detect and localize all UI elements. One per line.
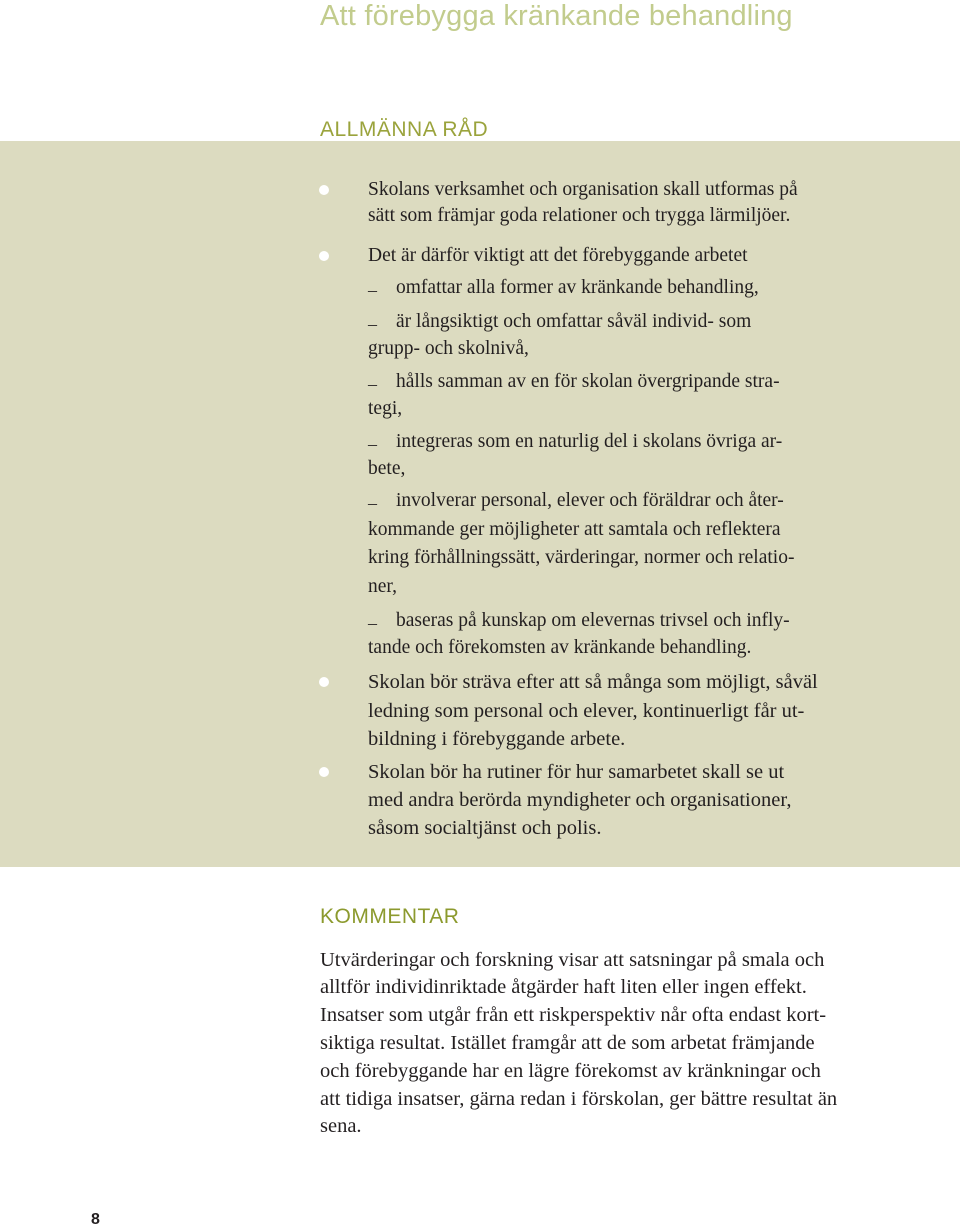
kommentar-line: alltför individinriktade åtgärder haft liten eller ingen effekt. [320,976,807,998]
bullet-icon [319,677,329,687]
dash-icon: – [368,280,377,300]
page-number: 8 [91,1211,100,1228]
bullet-icon [319,251,329,261]
subitem-line: grupp- och skolnivå, [368,338,529,359]
kommentar-line: siktiga resultat. Istället framgår att de som arbetat främjande [320,1032,815,1054]
subitem-line: kring förhållningssätt, värderingar, normer och relatio- [368,547,795,568]
kommentar-line: att tidiga insatser, gärna redan i förskolan, ger bättre resultat än [320,1088,838,1110]
bullet3-line: Skolan bör sträva efter att så många som möjligt, såväl [368,671,818,693]
dash-icon: – [368,314,377,334]
dash-icon: – [368,493,377,513]
dash-icon: – [368,434,377,454]
subitem-line: hålls samman av en för skolan övergripande stra- [396,371,780,392]
subitem-line: kommande ger möjligheter att samtala och reflektera [368,519,781,540]
subitem-line: tegi, [368,398,403,419]
dash-icon: – [368,374,377,394]
subitem-line: involverar personal, elever och föräldrar och åter- [396,490,784,511]
bullet4-line: såsom socialtjänst och polis. [368,817,602,839]
subitem-line: baseras på kunskap om elevernas trivsel och infly- [396,610,790,631]
kommentar-line: Insatser som utgår från ett riskperspektiv når ofta endast kort- [320,1004,827,1026]
dash-icon: – [368,613,377,633]
bullet4-line: Skolan bör ha rutiner för hur samarbetet skall se ut [368,761,785,783]
bullet1-line: Skolans verksamhet och organisation skall utformas på [368,179,798,200]
allmanna-rad-heading: ALLMÄNNA RÅD [320,118,489,141]
kommentar-heading: KOMMENTAR [320,905,460,928]
subitem-line: ner, [368,576,397,597]
kommentar-line: Utvärderingar och forskning visar att satsningar på smala och [320,949,825,971]
bullet4-line: med andra berörda myndigheter och organisationer, [368,789,792,811]
bullet3-line: bildning i förebyggande arbete. [368,728,626,750]
subitem-line: tande och förekomsten av kränkande behandling. [368,637,752,658]
kommentar-line: sena. [320,1115,362,1137]
bullet1-line: sätt som främjar goda relationer och trygga lärmiljöer. [368,205,791,226]
subitem-line: bete, [368,458,406,479]
page-title: Att förebygga kränkande behandling [320,0,793,32]
subitem-line: integreras som en naturlig del i skolans övriga ar- [396,431,783,452]
bullet-icon [319,185,329,195]
bullet-icon [319,767,329,777]
subitem-line: är långsiktigt och omfattar såväl individ- som [396,311,752,332]
kommentar-line: och förebyggande har en lägre förekomst av kränkningar och [320,1060,821,1082]
bullet3-line: ledning som personal och elever, kontinuerligt får ut- [368,700,805,722]
subitem-line: omfattar alla former av kränkande behandling, [396,277,759,298]
bullet2-intro: Det är därför viktigt att det förebyggande arbetet [368,245,748,266]
